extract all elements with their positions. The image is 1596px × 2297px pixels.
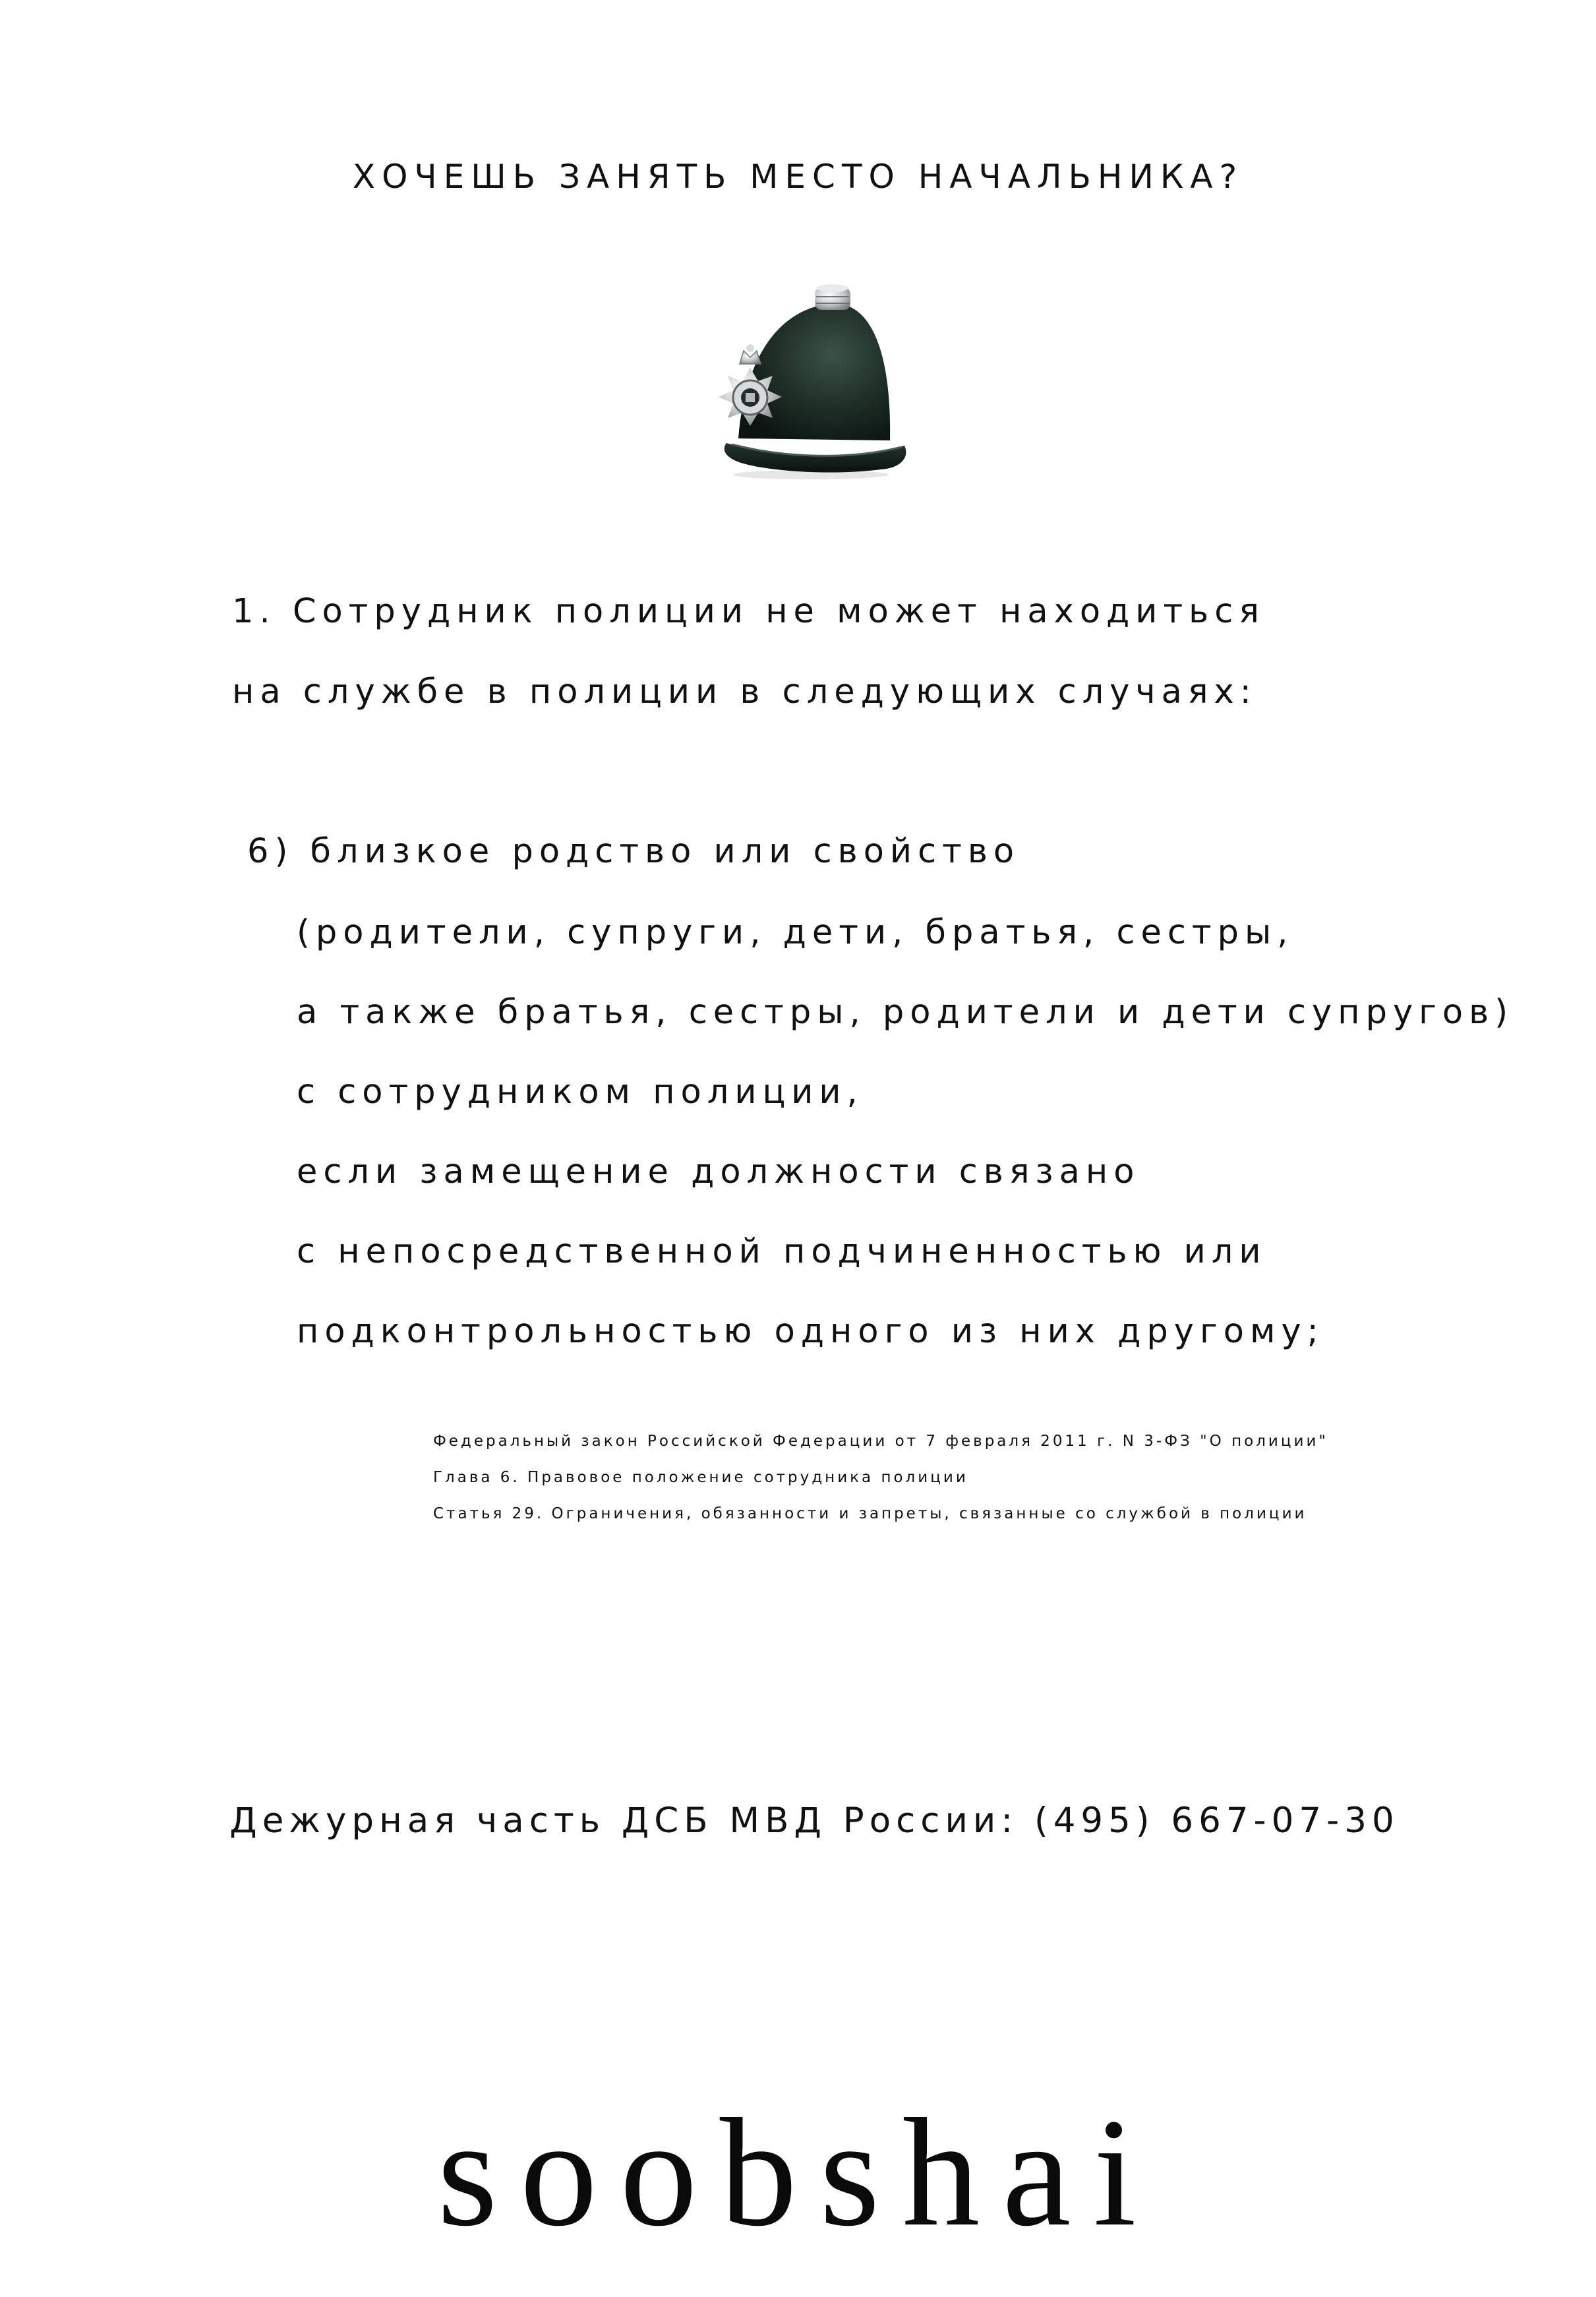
law-item-line: с непосредственной подчиненностью или <box>297 1232 1267 1271</box>
law-item-line: с сотрудником полиции, <box>297 1073 864 1112</box>
hotline-phone: Дежурная часть ДСБ МВД России: (495) 667-07-30 <box>229 1801 1400 1841</box>
page-headline: ХОЧЕШЬ ЗАНЯТЬ МЕСТО НАЧАЛЬНИКА? <box>352 158 1244 196</box>
police-helmet-icon <box>692 270 910 481</box>
source-citation-chapter: Глава 6. Правовое положение сотрудника полиции <box>433 1469 968 1486</box>
source-citation-law: Федеральный закон Российской Федерации от 7 февраля 2011 г. N 3-ФЗ "О полиции" <box>433 1433 1328 1450</box>
law-item-line: если замещение должности связано <box>297 1152 1140 1191</box>
law-item-line: (родители, супруги, дети, братья, сестры, <box>297 913 1294 952</box>
law-paragraph-line-2: на службе в полиции в следующих случаях: <box>232 672 1257 711</box>
law-item-line: подконтрольностью одного из них другому; <box>297 1312 1324 1351</box>
law-item-line: а также братья, сестры, родители и дети супругов) <box>297 993 1514 1032</box>
brand-logo: soobshai <box>437 2087 1159 2258</box>
law-paragraph-line-1: 1. Сотрудник полиции не может находиться <box>232 592 1265 631</box>
source-citation-article: Статья 29. Ограничения, обязанности и запреты, связанные со службой в полиции <box>433 1505 1307 1522</box>
law-item-title: 6) близкое родство или свойство <box>247 832 1020 871</box>
